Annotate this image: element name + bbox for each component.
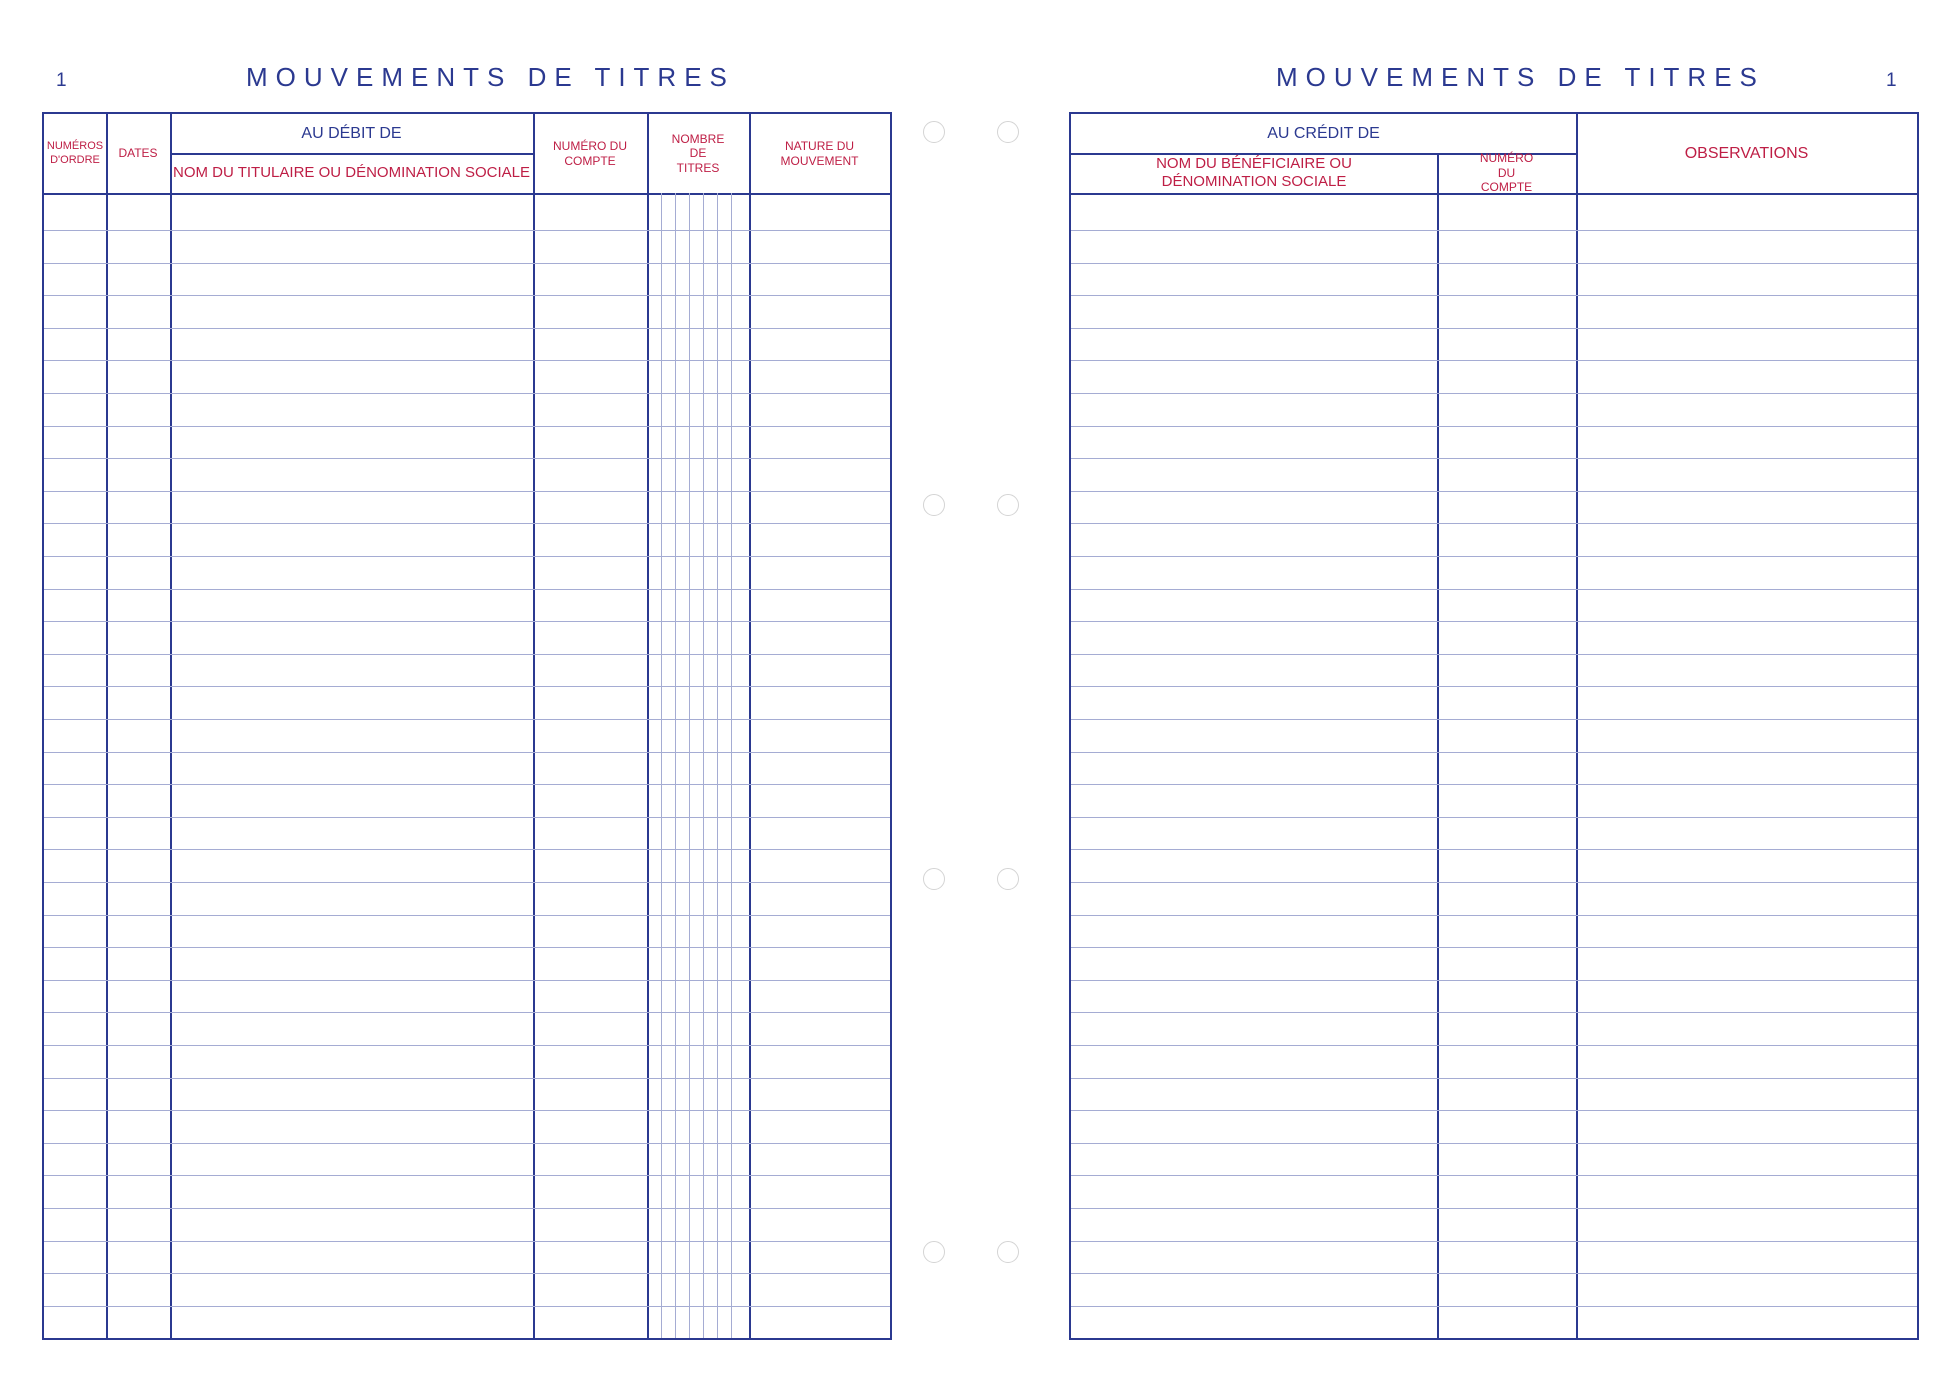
ruled-line — [44, 523, 890, 524]
header-nombre-titres: NOMBRE DE TITRES — [671, 131, 725, 175]
digit-column-rule — [661, 193, 662, 1338]
ruled-line — [44, 686, 890, 687]
left-page-number: 1 — [56, 70, 67, 91]
ruled-line — [1071, 784, 1917, 785]
ruled-line — [44, 1241, 890, 1242]
ruled-line — [1071, 686, 1917, 687]
ruled-line — [44, 1306, 890, 1307]
ruled-line — [44, 621, 890, 622]
left-page-title: MOUVEMENTS DE TITRES — [246, 62, 735, 92]
ruled-line — [44, 1012, 890, 1013]
ruled-line — [1071, 1273, 1917, 1274]
ruled-line — [1071, 980, 1917, 981]
header-nom-beneficiaire: NOM DU BÉNÉFICIAIRE OU DÉNOMINATION SOCIALE — [1156, 155, 1352, 190]
digit-column-rule — [675, 193, 676, 1338]
digit-column-rule — [717, 193, 718, 1338]
left-ledger-table — [42, 112, 892, 1340]
header-au-credit-de: AU CRÉDIT DE — [1267, 124, 1380, 142]
ruled-line — [44, 295, 890, 296]
column-divider — [749, 114, 751, 1338]
right-page-title: MOUVEMENTS DE TITRES — [1276, 62, 1765, 92]
header-numero-compte: NUMÉRO DU COMPTE — [1479, 151, 1534, 195]
column-divider — [533, 114, 535, 1338]
ruled-line — [44, 360, 890, 361]
header-nom-titulaire: NOM DU TITULAIRE OU DÉNOMINATION SOCIALE — [173, 164, 530, 181]
ruled-line — [44, 752, 890, 753]
ruled-line — [44, 1273, 890, 1274]
ruled-line — [44, 328, 890, 329]
column-divider — [1576, 114, 1578, 1338]
ruled-line — [1071, 1012, 1917, 1013]
ruled-line — [1071, 328, 1917, 329]
ruled-line — [44, 263, 890, 264]
column-divider — [1437, 153, 1439, 1338]
ruled-line — [1071, 263, 1917, 264]
ruled-line — [1071, 1241, 1917, 1242]
column-divider — [647, 114, 649, 1338]
binder-hole — [923, 868, 945, 890]
header-numero-compte: NUMÉRO DU COMPTE — [553, 139, 627, 168]
header-nature-mouvement: NATURE DU MOUVEMENT — [780, 139, 859, 168]
ruled-line — [44, 784, 890, 785]
ruled-line — [1071, 719, 1917, 720]
digit-column-rule — [731, 193, 732, 1338]
ruled-line — [44, 458, 890, 459]
ruled-line — [44, 393, 890, 394]
ruled-line — [1071, 621, 1917, 622]
ruled-line — [1071, 1306, 1917, 1307]
binder-hole — [923, 494, 945, 516]
ruled-line — [44, 589, 890, 590]
ruled-line — [44, 491, 890, 492]
column-divider — [170, 114, 172, 1338]
right-page-number: 1 — [1886, 70, 1897, 91]
ruled-line — [1071, 426, 1917, 427]
ruled-line — [44, 849, 890, 850]
ruled-line — [1071, 654, 1917, 655]
ruled-line — [44, 1110, 890, 1111]
ruled-line — [1071, 1110, 1917, 1111]
binder-hole — [997, 121, 1019, 143]
ruled-line — [1071, 752, 1917, 753]
ruled-line — [1071, 1208, 1917, 1209]
ruled-line — [44, 980, 890, 981]
ruled-line — [44, 654, 890, 655]
header-numeros-ordre: NUMÉROS D'ORDRE — [46, 140, 104, 166]
header-observations: OBSERVATIONS — [1684, 144, 1809, 162]
binder-hole — [997, 868, 1019, 890]
binder-hole — [923, 1241, 945, 1263]
ruled-line — [44, 426, 890, 427]
ruled-line — [1071, 1078, 1917, 1079]
digit-column-rule — [703, 193, 704, 1338]
ruled-line — [1071, 295, 1917, 296]
ruled-line — [44, 556, 890, 557]
ruled-line — [1071, 556, 1917, 557]
ruled-line — [44, 719, 890, 720]
ruled-line — [44, 1208, 890, 1209]
ruled-line — [1071, 491, 1917, 492]
ruled-line — [1071, 1045, 1917, 1046]
ruled-line — [44, 1143, 890, 1144]
ruled-line — [1071, 393, 1917, 394]
ruled-line — [44, 947, 890, 948]
ruled-line — [44, 882, 890, 883]
ruled-line — [1071, 360, 1917, 361]
digit-column-rule — [689, 193, 690, 1338]
ruled-line — [1071, 915, 1917, 916]
ruled-line — [44, 230, 890, 231]
binder-hole — [997, 494, 1019, 516]
ruled-line — [1071, 230, 1917, 231]
column-divider — [106, 114, 108, 1338]
ruled-line — [1071, 817, 1917, 818]
ruled-line — [44, 1045, 890, 1046]
ruled-line — [44, 1175, 890, 1176]
header-au-debit-de: AU DÉBIT DE — [301, 124, 402, 142]
ruled-line — [1071, 589, 1917, 590]
ruled-line — [1071, 1175, 1917, 1176]
ruled-line — [44, 915, 890, 916]
ruled-line — [1071, 523, 1917, 524]
binder-hole — [997, 1241, 1019, 1263]
binder-hole — [923, 121, 945, 143]
right-ledger-table — [1069, 112, 1919, 1340]
ruled-line — [1071, 1143, 1917, 1144]
ruled-line — [1071, 947, 1917, 948]
header-dates: DATES — [118, 146, 158, 161]
ruled-line — [1071, 882, 1917, 883]
ruled-line — [44, 817, 890, 818]
ruled-line — [44, 1078, 890, 1079]
ruled-line — [1071, 458, 1917, 459]
ruled-line — [1071, 849, 1917, 850]
